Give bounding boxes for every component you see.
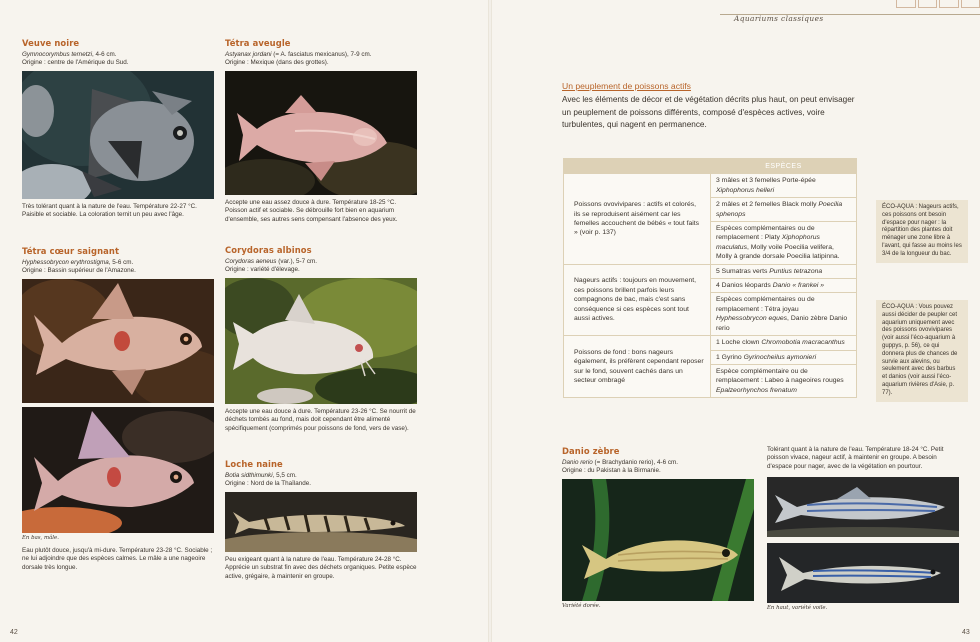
section-title: Un peuplement de poissons actifs: [562, 81, 691, 91]
photo-caption: En bas, mâle.: [22, 535, 59, 541]
fish-photo: [22, 279, 214, 403]
intro-paragraph: Avec les éléments de décor et de végétation décrits plus haut, on peut envisager un peuplement de poissons différents, composé d'espèces actives, voire turbulentes, qui nagent en permanence.: [562, 95, 855, 129]
fish-photo: [225, 278, 417, 404]
fish-photo: [225, 492, 417, 552]
latin-name: Astyanax jordani: [225, 51, 272, 58]
fish-photo: [225, 71, 417, 195]
photo-caption-right: En haut, variété voile.: [767, 605, 828, 612]
species-origin: Origine : du Pakistan à la Birmanie.: [562, 467, 661, 474]
table-cell: Espèce complémentaire ou de remplacement : Labeo à nageoires rouges Epalzeorhynchos frenatum: [711, 364, 857, 397]
table-header-especes: ESPÈCES: [711, 159, 857, 174]
latin-name: Botia sidthimunki: [225, 472, 273, 479]
species-name: Danio zèbre: [562, 446, 620, 456]
danio-description-block: [767, 446, 959, 611]
species-veuve-noire: Veuve noire Gymnocorymbus ternetzi, 4-6 cm. Origine : centre de l'Amérique du Sud. Très tolérant quant à la nature de l'eau. Température 22-27 °C. Paisible et sociable. La coloration ternit un peu avec l'âge.: [22, 38, 214, 220]
fish-photo: [562, 479, 754, 601]
fish-photo: [22, 71, 214, 199]
table-row: [564, 264, 857, 278]
species-description: Peu exigeant quant à la nature de l'eau. Température 24-28 °C. Apprécie un substrat fin avec des déchets organiques. Petite espèce active, grégaire, à maintenir en groupe.: [225, 556, 417, 580]
eco-aqua-box: ÉCO-AQUA : Nageurs actifs, ces poissons ont besoin d'espace pour nager : la répartition des plantes doit ménager une zone libre à l'avant, qui fasse au moins les 3/4 de la longueur du bac.: [876, 200, 968, 263]
table-cell: 4 Danios léopards Danio « frankei »: [711, 279, 857, 293]
species-danio-zebre: Danio zèbre Danio rerio (= Brachydanio rerio), 4-6 cm. Origine : du Pakistan à la Birmanie. Variété dorée.: [562, 446, 754, 609]
fish-photo-top: [767, 477, 959, 537]
species-name: Veuve noire: [22, 38, 80, 48]
latin-name: Danio rerio: [562, 459, 593, 466]
page-number: 43: [962, 629, 970, 636]
group-label: Poissons de fond : bons nageurs également, ils préfèrent cependant reposer sur le fond, souvent cachés dans un secteur ombragé: [564, 336, 711, 398]
fish-photo-bottom: [767, 543, 959, 603]
table-row: [564, 174, 857, 198]
fish-photo-male: [22, 407, 214, 533]
species-origin: Origine : Bassin supérieur de l'Amazone.: [22, 267, 136, 274]
species-name: Tétra aveugle: [225, 38, 291, 48]
species-name: Loche naine: [225, 459, 283, 469]
species-description: Accepte une eau assez douce à dure. Température 18-25 °C. Poisson actif et sociable. Se débrouille fort bien en aquarium d'ensemble, ses autres sens compensant l'absence des yeux.: [225, 199, 398, 223]
table-cell: 5 Sumatras verts Puntius tetrazona: [711, 264, 857, 278]
table-cell: 1 Gyrino Gyrinocheilus aymonieri: [711, 350, 857, 364]
species-description: Accepte une eau douce à dure. Température 23-26 °C. Se nourrit de déchets tombés au fond, mais doit cependant être alimenté spécifiquement (comprimés pour poissons de fond, vers de vase).: [225, 408, 416, 432]
species-name: Corydoras albinos: [225, 245, 312, 255]
latin-name: Gymnocorymbus ternetzi: [22, 51, 92, 58]
table-cell: 3 mâles et 3 femelles Porte-épée Xiphophorus helleri: [711, 174, 857, 198]
species-loche-naine: Loche naine Botia sidthimunki, 5,5 cm. Origine : Nord de la Thaïlande. Peu exigeant quant à la nature de l'eau. Température 24-28 °C. Apprécie un substrat fin avec des déchets organiques. Petite espèce active, grégaire, à maintenir en groupe.: [225, 459, 417, 581]
latin-name: Corydoras aeneus: [225, 258, 277, 265]
group-label: Nageurs actifs : toujours en mouvement, ces poissons brillent parfois leurs compagnons de bac, mais c'est sans conséquence si ces espèces sont tout aussi actives.: [564, 264, 711, 335]
species-table: [563, 158, 857, 398]
species-description: Tolérant quant à la nature de l'eau. Température 18-24 °C. Petit poisson vivace, nageur actif, à maintenir en groupe. A besoin d'espace pour nager, avec de la végétation en pourtour.: [767, 446, 944, 470]
species-description: Très tolérant quant à la nature de l'eau. Température 22-27 °C. Paisible et sociable. La coloration ternit un peu avec l'âge.: [22, 203, 197, 219]
latin-name: Hyphessobrycon erythrostigma: [22, 259, 109, 266]
table-cell: 2 mâles et 2 femelles Black molly Poecilia sphenops: [711, 198, 857, 222]
eco-aqua-box: ÉCO-AQUA : Vous pouvez aussi décider de peupler cet aquarium uniquement avec des poissons ovovivipares (voir aussi l'éco-aquarium à guppys, p. 56), ce qui donnera plus de chances de survie aux alevins, ou seulement avec des barbus et danios (voir aussi l'éco-aquarium rivières d'Asie, p. 77).: [876, 300, 968, 402]
running-header: Aquariums classiques: [734, 14, 824, 23]
table-row: [564, 336, 857, 350]
species-description: Eau plutôt douce, jusqu'à mi-dure. Température 23-28 °C. Sociable ; ne lui adjoindre que des espèces calmes. Le mâle a une nageoire dorsale très longue.: [22, 547, 213, 571]
species-tetra-coeur-saignant: Tétra cœur saignant Hyphessobrycon erythrostigma, 5-6 cm. Origine : Bassin supérieur de l'Amazone. En bas, mâle. Eau plutôt douce, jusqu'à mi-dure. Température 23-28 °C. Sociable ; ne lui adjoindre que des espèces calmes. Le mâle a une nageoire dorsale très longue.: [22, 246, 214, 572]
species-origin: Origine : Nord de la Thaïlande.: [225, 480, 311, 487]
species-origin: Origine : variété d'élevage.: [225, 266, 300, 273]
corner-decoration: [896, 0, 980, 8]
table-cell: 1 Loche clown Chromobotia macracanthus: [711, 336, 857, 350]
species-tetra-aveugle: Tétra aveugle Astyanax jordani (= A. fasciatus mexicanus), 7-9 cm. Origine : Mexique (dans des grottes). Accepte une eau assez douce à dure. Température 18-25 °C. Poisson actif et sociable. Se débrouille fort bien en aquarium d'ensemble, ses autres sens compensant l'absence des yeux.: [225, 38, 417, 224]
species-origin: Origine : Mexique (dans des grottes).: [225, 59, 329, 66]
table-cell: Espèces complémentaires ou de remplacement : Platy Xiphophorus maculatus, Molly voile Poecilia velifera, Molly à grande dorsale Poecilia latipinna.: [711, 222, 857, 265]
species-origin: Origine : centre de l'Amérique du Sud.: [22, 59, 129, 66]
photo-caption-left: Variété dorée.: [562, 603, 601, 609]
table-cell: Espèces complémentaires ou de remplacement : Tétra joyau Hyphessobrycon eques, Danio zèbre Danio rerio: [711, 293, 857, 336]
table-header-blank: [564, 159, 711, 174]
species-name: Tétra cœur saignant: [22, 246, 120, 256]
group-label: Poissons ovovivipares : actifs et colorés, ils se reproduisent aisément car les femelles accouchent de bébés « tout faits » (voir p. 137): [564, 174, 711, 264]
species-corydoras-albinos: Corydoras albinos Corydoras aeneus (var.), 5-7 cm. Origine : variété d'élevage. Accepte une eau douce à dure. Température 23-26 °C. Se nourrit de déchets tombés au fond, mais doit cependant être alimenté spécifiquement (comprimés pour poissons de fond, vers de vase).: [225, 245, 417, 433]
page-number: 42: [10, 629, 18, 636]
